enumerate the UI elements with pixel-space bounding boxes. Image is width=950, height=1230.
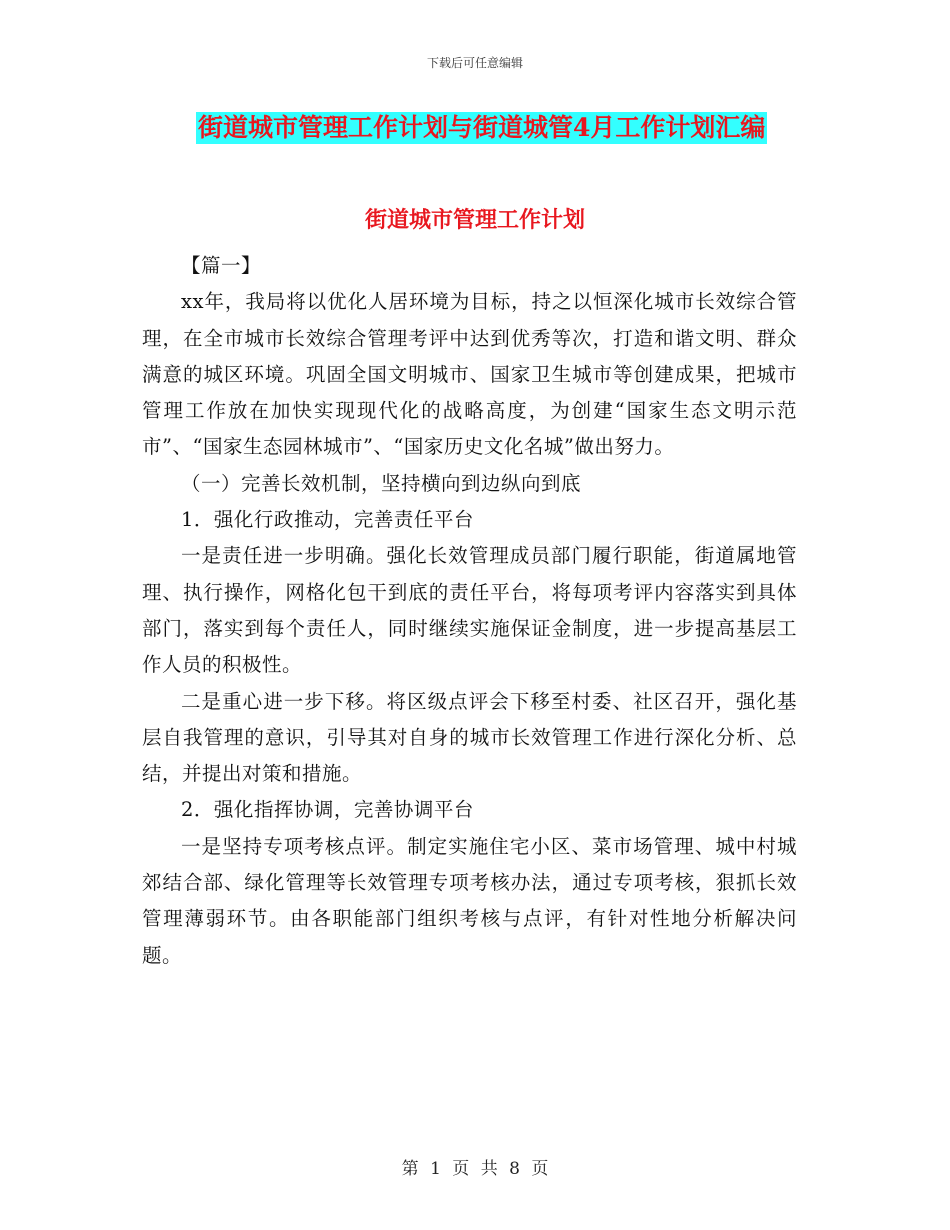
section-heading: （一）完善长效机制，坚持横向到边纵向到底 <box>181 471 582 495</box>
document-body <box>142 248 797 974</box>
body-paragraph: 二是重心进一步下移。将区级点评会下移至村委、社区召开，强化基层自我管理的意识，引导其对自身的城市长效管理工作进行深化分析、总结，并提出对策和措施。 <box>142 689 797 786</box>
subsection-heading: 2．强化指挥协调，完善协调平台 <box>181 798 474 822</box>
document-main-title: 街道城市管理工作计划与街道城管4月工作计划汇编 <box>198 113 766 142</box>
page-header-note: 下载后可任意编辑 <box>426 56 523 70</box>
section-marker: 【篇一】 <box>181 254 262 277</box>
body-paragraph: 一是坚持专项考核点评。制定实施住宅小区、菜市场管理、城中村城郊结合部、绿化管理等长效管理专项考核办法，通过专项考核，狠抓长效管理薄弱环节。由各职能部门组织考核与点评，有针对性地分析解决问题。 <box>142 834 797 967</box>
body-paragraph: xx年，我局将以优化人居环境为目标，持之以恒深化城市长效综合管理，在全市城市长效综合管理考评中达到优秀等次，打造和谐文明、群众满意的城区环境。巩固全国文明城市、国家卫生城市等创建成果，把城市管理工作放在加快实现现代化的战略高度，为创建“国家生态文明示范市”、“国家生态园林城市”、“国家历史文化名城”做出努力。 <box>142 290 797 459</box>
subsection-heading: 1．强化行政推动，完善责任平台 <box>181 508 474 532</box>
page-number-footer: 第 1 页 共 8 页 <box>401 1159 549 1179</box>
body-paragraph: 一是责任进一步明确。强化长效管理成员部门履行职能，街道属地管理、执行操作，网格化包干到底的责任平台，将每项考评内容落实到具体部门，落实到每个责任人，同时继续实施保证金制度，进一步提高基层工作人员的积极性。 <box>142 544 797 677</box>
document-sub-title: 街道城市管理工作计划 <box>364 207 585 233</box>
